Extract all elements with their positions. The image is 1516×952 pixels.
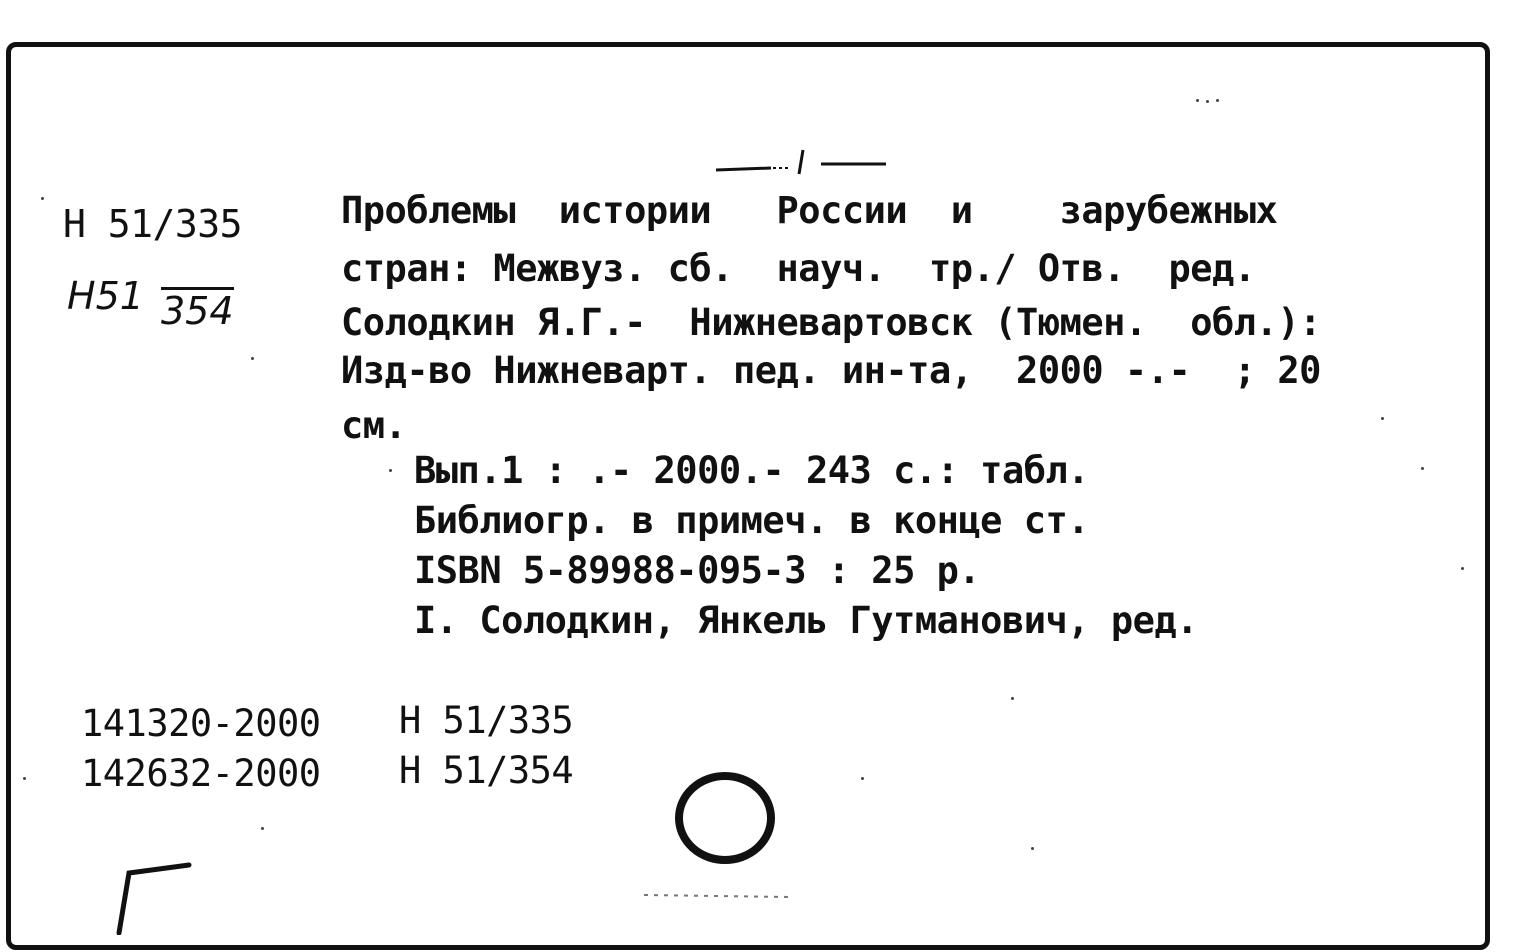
scan-speck (261, 827, 264, 830)
corner-mark-icon (107, 855, 207, 935)
scan-speck (1461, 567, 1464, 570)
scan-speck (1381, 417, 1384, 420)
faint-dash-mark (639, 879, 799, 909)
title-line-4: Изд-во Нижневарт. пед. ин-та, 2000 -.- ; 20 (341, 349, 1321, 392)
scan-speck (861, 777, 864, 780)
title-line-5: см. (341, 404, 407, 447)
inventory-shelf-1: Н 51/335 (399, 699, 574, 742)
scan-speck (1216, 99, 1219, 102)
inventory-number-1: 141320-2000 (81, 702, 321, 745)
scan-speck (251, 357, 254, 360)
scan-speck (1206, 100, 1209, 103)
scan-speck (41, 197, 44, 200)
scan-speck (1031, 847, 1034, 850)
scan-speck (389, 469, 392, 472)
shelfmark-handwritten-prefix: Н51 (67, 274, 144, 318)
catalog-card (6, 42, 1490, 950)
inventory-shelf-2: Н 51/354 (399, 749, 574, 792)
note-volume: Вып.1 : .- 2000.- 243 с.: табл. (414, 449, 1090, 492)
note-editor: I. Солодкин, Янкель Гутманович, ред. (414, 599, 1198, 642)
title-line-1: Проблемы истории России и зарубежных (341, 189, 1278, 232)
note-isbn: ISBN 5-89988-095-3 : 25 р. (414, 549, 981, 592)
shelfmark-handwritten-number: 354 (161, 289, 234, 333)
title-line-3: Солодкин Я.Г.- Нижневартовск (Тюмен. обл.): (341, 301, 1321, 344)
inventory-number-2: 142632-2000 (81, 752, 321, 795)
scan-speck (1421, 467, 1424, 470)
scan-speck (23, 777, 26, 780)
scan-speck (1011, 697, 1014, 700)
punch-hole-icon (667, 762, 787, 872)
title-line-2: стран: Межвуз. сб. науч. тр./ Отв. ред. (341, 247, 1256, 290)
note-bibliography: Библиогр. в примеч. в конце ст. (414, 499, 1090, 542)
scan-speck (1196, 99, 1199, 102)
page-mark-icon (711, 142, 901, 182)
shelfmark-typed: Н 51/335 (63, 202, 243, 246)
